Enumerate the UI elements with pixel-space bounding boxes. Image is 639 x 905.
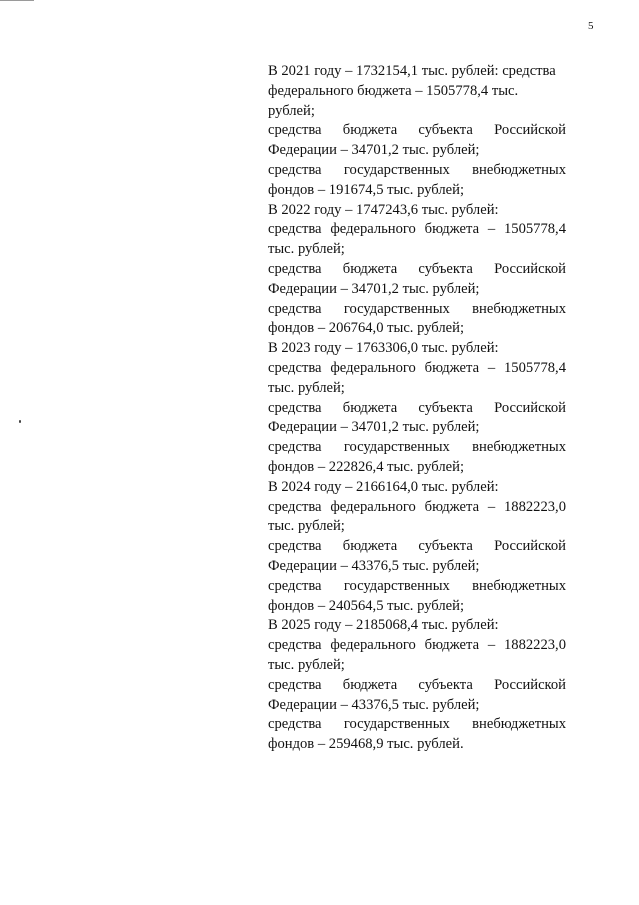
year-2022-total: В 2022 году – 1747243,6 тыс. рублей: xyxy=(268,201,499,218)
paragraph-federal-budget-2024: средства федерального бюджета – 1882223,0 тыс. рублей; xyxy=(268,498,566,535)
paragraph-extrabudgetary-funds-2025: средства государственных внебюджетных фондов – 259468,9 тыс. рублей. xyxy=(268,716,566,753)
budget-text-block xyxy=(268,62,566,755)
paragraph-regional-budget-2025: средства бюджета субъекта Российской Федерации – 43376,5 тыс. рублей; xyxy=(268,676,566,713)
year-2023-total: В 2023 году – 1763306,0 тыс. рублей: xyxy=(268,340,499,357)
year-2025-total: В 2025 году – 2185068,4 тыс. рублей: xyxy=(268,617,499,634)
paragraph-regional-budget-2023: средства бюджета субъекта Российской Федерации – 34701,2 тыс. рублей; xyxy=(268,399,566,436)
year-2024-total: В 2024 году – 2166164,0 тыс. рублей: xyxy=(268,478,499,495)
paragraph-extrabudgetary-funds-2023: средства государственных внебюджетных фондов – 222826,4 тыс. рублей; xyxy=(268,439,566,475)
paragraph-extrabudgetary-funds-2022: средства государственных внебюджетных фондов – 206764,0 тыс. рублей; xyxy=(268,300,566,337)
paragraph-regional-budget-2022: средства бюджета субъекта Российской Федерации – 34701,2 тыс. рублей; xyxy=(268,260,566,297)
paragraph-federal-budget-2025: средства федерального бюджета – 1882223,0 тыс. рублей; xyxy=(268,637,566,673)
paragraph-extrabudgetary-funds-2024: средства государственных внебюджетных фондов – 240564,5 тыс. рублей; xyxy=(268,577,566,614)
paragraph-regional-budget-2024: средства бюджета субъекта Российской Федерации – 43376,5 тыс. рублей; xyxy=(268,538,566,574)
page-number: 5 xyxy=(588,20,594,32)
year-2021-total: В 2021 году – 1732154,1 тыс. рублей: средства федерального бюджета – 1505778,4 тыс. рублей; xyxy=(268,63,556,119)
scan-edge-mark xyxy=(0,0,34,1)
paragraph-federal-budget-2023: средства федерального бюджета – 1505778,4 тыс. рублей; xyxy=(268,359,566,396)
paragraph-regional-budget-2021: средства бюджета субъекта Российской Федерации – 34701,2 тыс. рублей; xyxy=(268,122,566,159)
scan-speck xyxy=(19,420,21,423)
paragraph-federal-budget-2022: средства федерального бюджета – 1505778,4 тыс. рублей; xyxy=(268,221,566,258)
paragraph-extrabudgetary-funds-2021: средства государственных внебюджетных фондов – 191674,5 тыс. рублей; xyxy=(268,161,566,198)
